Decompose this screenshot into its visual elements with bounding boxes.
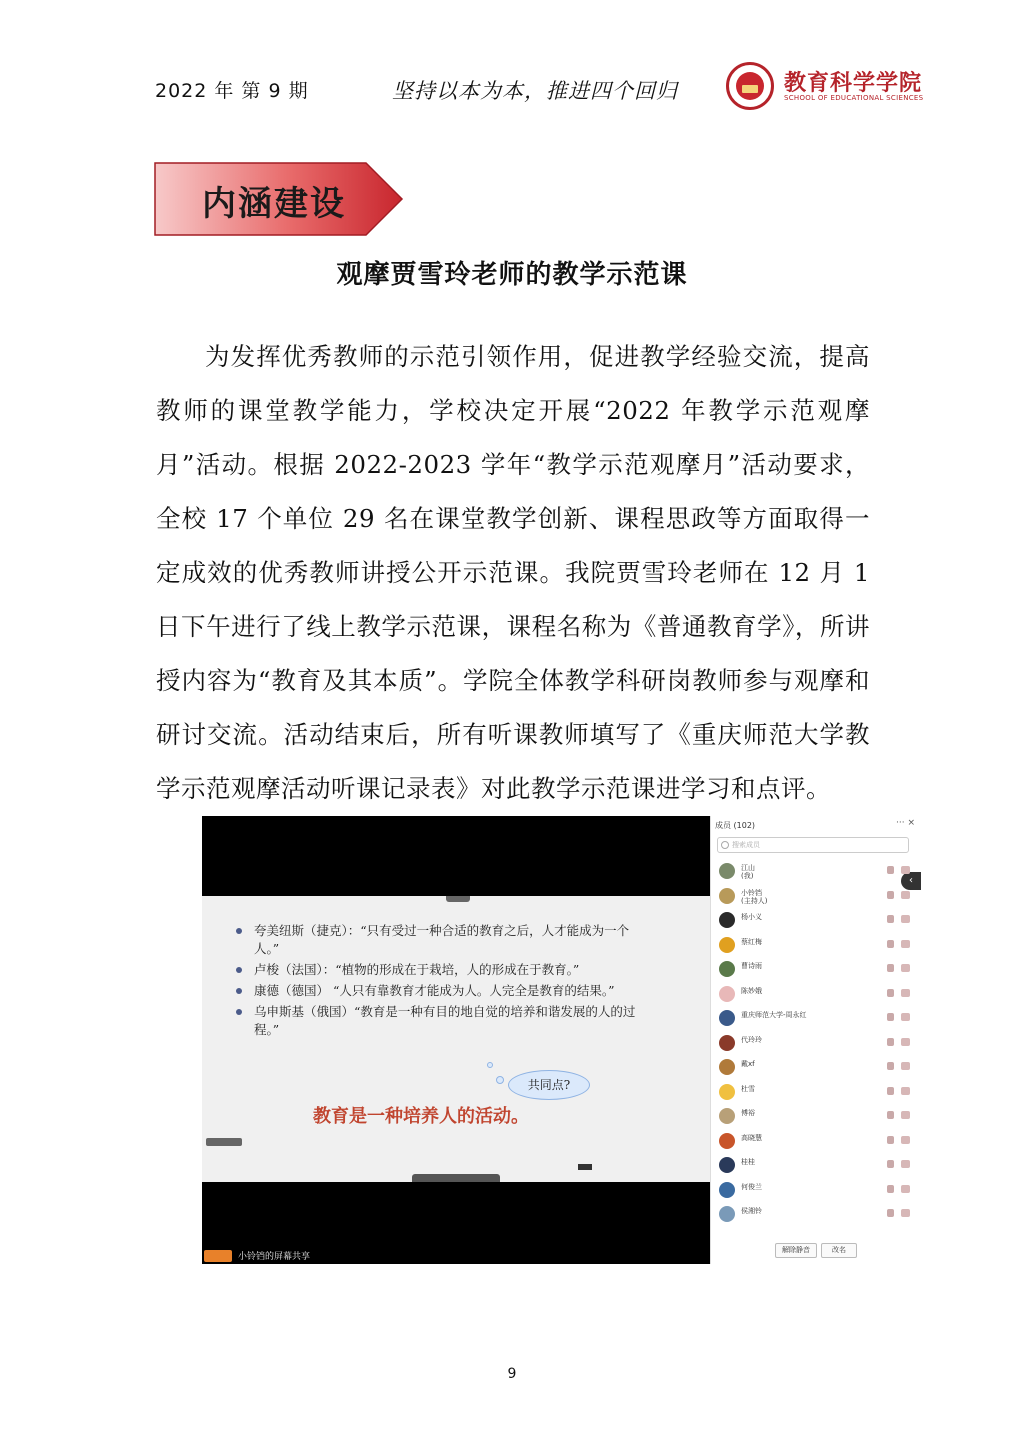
member-row[interactable]	[711, 983, 919, 1008]
member-row[interactable]	[711, 1032, 919, 1057]
member-name: 侯湘铃	[741, 1207, 762, 1215]
member-name: 蔡红梅	[741, 937, 762, 946]
article-body	[156, 330, 870, 816]
user-icon	[887, 891, 894, 899]
slide-quote: 康德（德国） “人只有靠教育才能成为人。人完全是教育的结果。”	[232, 982, 652, 1000]
article-paragraph: 为发挥优秀教师的示范引领作用，促进教学经验交流，提高教师的课堂教学能力，学校决定开展“2022 年教学示范观摩月”活动。根据 2022-2023 学年“教学示范观摩月”活动要求，全校 17 个单位 29 名在课堂教学创新、课程思政等方面取得一定成效的优秀教师讲授公开示范课。我院贾雪玲老师在 12 月 1 日下午进行了线上教学示范课，课程名称为《普通教育学》，所讲授内容为“教育及其本质”。学院全体教学科研岗教师参与观摩和研讨交流。活动结束后，所有听课教师填写了《重庆师范大学教学示范观摩活动听课记录表》对此教学示范课进学习和点评。	[156, 342, 870, 803]
member-row[interactable]	[711, 934, 919, 959]
slide-left-control[interactable]	[206, 1138, 242, 1146]
user-icon	[887, 915, 894, 923]
avatar	[719, 1010, 735, 1026]
mic-muted-icon[interactable]	[901, 1062, 910, 1070]
member-status-icons	[887, 915, 911, 923]
mic-muted-icon[interactable]	[901, 964, 910, 972]
avatar	[719, 937, 735, 953]
member-row[interactable]	[711, 1203, 919, 1228]
member-status-icons	[887, 940, 911, 948]
slide-top-handle[interactable]	[446, 896, 470, 902]
mic-muted-icon[interactable]	[901, 915, 910, 923]
avatar	[719, 888, 735, 904]
avatar	[719, 1133, 735, 1149]
member-status-icons	[887, 1136, 911, 1144]
avatar	[719, 1084, 735, 1100]
issue-label: 2022 年 第 9 期	[155, 80, 309, 102]
slide-quote: 卢梭（法国）：“植物的形成在于栽培，人的形成在于教育。”	[232, 961, 652, 979]
mic-muted-icon[interactable]	[901, 940, 910, 948]
member-row[interactable]	[711, 1056, 919, 1081]
avatar	[719, 863, 735, 879]
member-name: 杜雪	[741, 1084, 755, 1093]
header-motto: 坚持以本为本，推进四个回归	[392, 79, 678, 103]
mic-muted-icon[interactable]	[901, 1160, 910, 1168]
member-status-icons	[887, 1185, 911, 1193]
mic-muted-icon[interactable]	[901, 1111, 910, 1119]
member-row[interactable]	[711, 1007, 919, 1032]
member-row[interactable]	[711, 1081, 919, 1106]
avatar	[719, 1035, 735, 1051]
avatar	[719, 1182, 735, 1198]
slide-quote: 夸美纽斯（捷克）：“只有受过一种合适的教育之后，人才能成为一个人。”	[232, 922, 652, 958]
member-status-icons	[887, 1209, 911, 1217]
page-header	[0, 0, 1024, 140]
user-icon	[887, 866, 894, 874]
member-name: 小铃铛 (主持人)	[741, 888, 768, 905]
mic-muted-icon[interactable]	[901, 1038, 910, 1046]
member-row[interactable]	[711, 1105, 919, 1130]
slide-quote: 乌申斯基（俄国）“教育是一种有目的地自觉的培养和谐发展的人的过程。”	[232, 1003, 652, 1039]
member-name: 江山 (我)	[741, 864, 755, 880]
member-name: 戴xf	[741, 1060, 755, 1068]
user-icon	[887, 964, 894, 972]
member-name: 桂桂	[741, 1158, 755, 1166]
bullet-icon	[236, 967, 242, 973]
mic-muted-icon[interactable]	[901, 866, 910, 874]
user-icon	[887, 1160, 894, 1168]
thought-dot-icon	[487, 1062, 493, 1068]
section-banner	[154, 162, 404, 236]
mic-muted-icon[interactable]	[901, 1185, 910, 1193]
member-row[interactable]	[711, 1179, 919, 1204]
mic-muted-icon[interactable]	[901, 1136, 910, 1144]
bullet-icon	[236, 1009, 242, 1015]
user-icon	[887, 1087, 894, 1095]
avatar	[719, 912, 735, 928]
member-status-icons	[887, 1013, 911, 1021]
slide-right-control[interactable]	[578, 1164, 592, 1170]
member-status-icons	[887, 1111, 911, 1119]
slide-bottom-toolbar[interactable]	[412, 1174, 500, 1182]
school-logo	[726, 62, 924, 114]
slide-quotes	[232, 922, 652, 1042]
avatar	[719, 961, 735, 977]
user-icon	[887, 1111, 894, 1119]
rename-button[interactable]: 改名	[821, 1243, 857, 1258]
avatar	[719, 1206, 735, 1222]
member-name: 杨小义	[741, 913, 762, 921]
unmute-button[interactable]: 解除静音	[775, 1243, 817, 1258]
mic-muted-icon[interactable]	[901, 891, 910, 899]
logo-english-name: SCHOOL OF EDUCATIONAL SCIENCES	[784, 94, 924, 102]
member-search-input[interactable]: 搜索成员	[717, 837, 909, 853]
mic-muted-icon[interactable]	[901, 989, 910, 997]
member-status-icons	[887, 866, 911, 874]
mic-muted-icon[interactable]	[901, 1087, 910, 1095]
user-icon	[887, 1209, 894, 1217]
mic-muted-icon[interactable]	[901, 1209, 910, 1217]
avatar	[719, 1108, 735, 1124]
collapse-panel-icon[interactable]: ‹	[901, 872, 921, 890]
member-row[interactable]	[711, 860, 919, 885]
member-status-icons	[887, 1160, 911, 1168]
user-icon	[887, 1013, 894, 1021]
member-row[interactable]	[711, 909, 919, 934]
share-label: 小铃铛的屏幕共享	[238, 1252, 311, 1262]
user-icon	[887, 1038, 894, 1046]
bullet-icon	[236, 988, 242, 994]
member-status-icons	[887, 1087, 911, 1095]
slide-conclusion: 教育是一种培养人的活动。	[313, 1106, 529, 1127]
member-row[interactable]	[711, 1130, 919, 1155]
share-mic-icon[interactable]	[204, 1250, 232, 1262]
mic-muted-icon[interactable]	[901, 1013, 910, 1021]
member-row[interactable]	[711, 1154, 919, 1179]
share-status-bar	[202, 1248, 710, 1264]
meeting-screenshot	[202, 816, 918, 1264]
article-title: 观摩贾雪玲老师的教学示范课	[336, 260, 688, 290]
member-name: 陈妙娥	[741, 986, 762, 995]
lecture-slide	[202, 896, 710, 1182]
banner-title: 内涵建设	[202, 184, 346, 224]
user-icon	[887, 1185, 894, 1193]
member-status-icons	[887, 1038, 911, 1046]
member-name: 傅裕	[741, 1109, 755, 1117]
bullet-icon	[236, 928, 242, 934]
thought-dot-icon	[496, 1076, 504, 1084]
member-status-icons	[887, 989, 911, 997]
logo-chinese-name: 教育科学学院	[784, 70, 923, 96]
members-panel	[710, 816, 919, 1264]
members-title: 成员 (102)	[715, 821, 756, 830]
panel-controls[interactable]: ··· ×	[896, 818, 915, 828]
thought-bubble: 共同点?	[508, 1070, 590, 1100]
avatar	[719, 1059, 735, 1075]
screen-share-view	[202, 816, 710, 1264]
member-list	[711, 860, 919, 1228]
user-icon	[887, 989, 894, 997]
member-status-icons	[887, 1062, 911, 1070]
member-name: 高晓慧	[741, 1133, 762, 1142]
member-status-icons	[887, 964, 911, 972]
member-name: 代玲玲	[741, 1035, 762, 1044]
member-row[interactable]	[711, 885, 919, 910]
avatar	[719, 986, 735, 1002]
user-icon	[887, 940, 894, 948]
page-number: 9	[507, 1366, 517, 1382]
member-row[interactable]	[711, 958, 919, 983]
member-name: 重庆师范大学-周永红	[741, 1011, 807, 1019]
avatar	[719, 1157, 735, 1173]
user-icon	[887, 1062, 894, 1070]
logo-seal-icon	[726, 62, 774, 110]
member-name: 曹诗雨	[741, 962, 762, 970]
search-icon	[721, 841, 729, 849]
user-icon	[887, 1136, 894, 1144]
member-name: 何俊兰	[741, 1182, 762, 1191]
member-status-icons	[887, 891, 911, 899]
